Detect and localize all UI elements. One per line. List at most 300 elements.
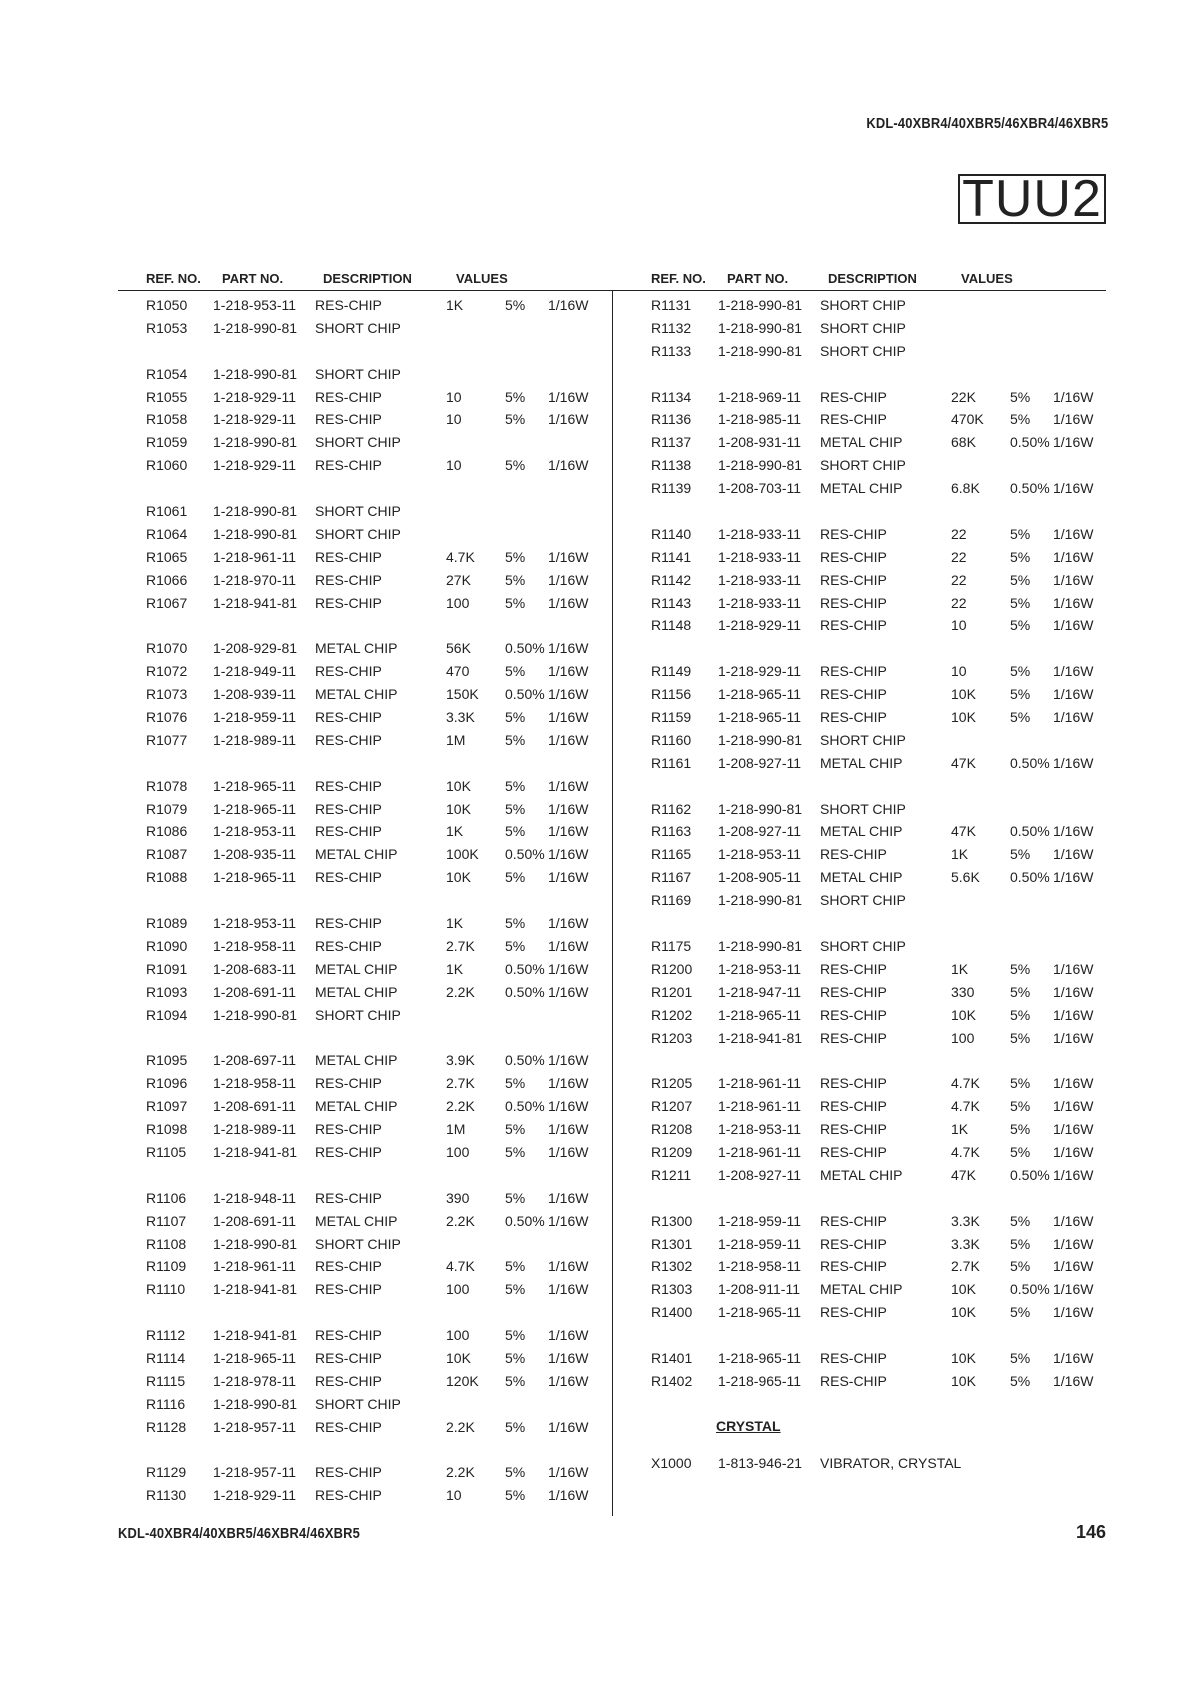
part-no: 1-218-985-11 [718,411,802,428]
ref-no: R1066 [146,571,188,588]
tolerance: 5% [505,1121,526,1138]
part-no: 1-218-961-11 [718,1098,802,1115]
part-no: 1-218-965-11 [718,709,802,726]
tolerance: 5% [1010,548,1031,565]
description: RES-CHIP [315,800,382,817]
ref-no: R1098 [146,1121,188,1138]
description: RES-CHIP [820,594,887,611]
part-row [146,320,626,343]
part-no: 1-218-961-11 [718,1143,802,1160]
part-no: 1-218-965-11 [213,777,297,794]
part-no: 1-218-961-11 [213,548,297,565]
model-title-bottom: KDL-40XBR4/40XBR5/46XBR4/46XBR5 [118,1525,360,1542]
power-rating: 1/16W [548,548,589,565]
value: 56K [446,640,471,657]
ref-no: R1301 [651,1235,693,1252]
part-no: 1-218-965-11 [213,1349,297,1366]
part-row [651,709,1131,732]
ref-no: R1110 [146,1281,186,1298]
part-no: 1-218-978-11 [213,1372,297,1389]
description: RES-CHIP [820,663,887,680]
part-row [146,1213,626,1236]
description: RES-CHIP [820,525,887,542]
ref-no: R1096 [146,1075,188,1092]
description: RES-CHIP [820,960,887,977]
part-no: 1-218-953-11 [718,1121,802,1138]
value: 10 [446,411,462,428]
power-rating: 1/16W [548,983,589,1000]
ref-no: R1156 [651,686,692,703]
value: 10 [446,457,462,474]
power-rating: 1/16W [548,457,589,474]
ref-no: R1149 [651,663,692,680]
part-row [146,1350,626,1373]
header-ref: REF. NO. [651,271,706,286]
description: METAL CHIP [315,960,398,977]
part-row [146,938,626,961]
description: RES-CHIP [820,1235,887,1252]
part-no: 1-218-929-11 [718,663,802,680]
part-no: 1-218-929-11 [718,617,802,634]
value: 22 [951,594,967,611]
ref-no: R1054 [146,365,188,382]
value: 10K [446,777,471,794]
power-rating: 1/16W [548,1327,589,1344]
value: 6.8K [951,480,980,497]
tolerance: 5% [1010,1075,1031,1092]
tolerance: 5% [1010,1372,1031,1389]
power-rating: 1/16W [548,571,589,588]
part-row [146,457,626,480]
part-no: 1-218-953-11 [718,846,802,863]
power-rating: 1/16W [548,1098,589,1115]
header-part: PART NO. [222,271,284,286]
ref-no: R1139 [651,480,692,497]
description: METAL CHIP [820,434,903,451]
part-row [146,1327,626,1350]
part-no: 1-218-929-11 [213,388,297,405]
tolerance: 5% [1010,1235,1031,1252]
tolerance: 5% [1010,617,1031,634]
value: 1M [446,1121,466,1138]
value: 1M [446,731,466,748]
tolerance: 5% [1010,1212,1031,1229]
tolerance: 5% [505,800,526,817]
power-rating: 1/16W [1053,1349,1094,1366]
part-no: 1-208-927-11 [718,754,802,771]
part-row [146,1396,626,1419]
part-row [651,1167,1131,1190]
value: 47K [951,754,976,771]
ref-no: R1093 [146,983,188,1000]
tolerance: 5% [1010,686,1031,703]
tolerance: 5% [505,869,526,886]
part-no: 1-218-965-11 [718,1372,802,1389]
part-row [651,1075,1131,1098]
part-row [146,526,626,549]
part-no: 1-218-957-11 [213,1418,297,1435]
ref-no: R1058 [146,411,188,428]
description: RES-CHIP [315,1349,382,1366]
description: RES-CHIP [820,709,887,726]
part-row [651,984,1131,1007]
tolerance: 0.50% [505,960,545,977]
description: RES-CHIP [820,1006,887,1023]
power-rating: 1/16W [548,1464,589,1481]
power-rating: 1/16W [548,960,589,977]
part-row [651,1304,1131,1327]
header-desc: DESCRIPTION [323,271,412,286]
part-no: 1-208-905-11 [718,869,802,886]
ref-no: R1302 [651,1258,693,1275]
tolerance: 0.50% [505,640,545,657]
value: 3.9K [446,1052,475,1069]
value: 1K [446,297,464,313]
part-no: 1-218-961-11 [213,1258,297,1275]
part-row [651,1007,1131,1030]
tolerance: 0.50% [505,983,545,1000]
description: RES-CHIP [315,1418,382,1435]
power-rating: 1/16W [548,709,589,726]
description: METAL CHIP [820,1166,903,1183]
value: 4.7K [951,1075,980,1092]
ref-no: R1165 [651,846,692,863]
power-rating: 1/16W [548,869,589,886]
ref-no: R1200 [651,960,693,977]
value: 10K [951,709,976,726]
tolerance: 5% [505,1281,526,1298]
part-no: 1-218-929-11 [213,411,297,428]
description: RES-CHIP [820,1143,887,1160]
tolerance: 5% [505,388,526,405]
value: 2.2K [446,1418,475,1435]
value: 1K [951,960,969,977]
part-no: 1-218-941-81 [213,594,298,611]
part-row [651,1213,1131,1236]
part-no: 1-218-933-11 [718,594,802,611]
value: 5.6K [951,869,980,886]
ref-no: R1108 [146,1235,187,1252]
part-row [146,732,626,755]
ref-no: R1402 [651,1372,693,1389]
tolerance: 5% [505,1189,526,1206]
part-row [146,778,626,801]
tolerance: 5% [505,1143,526,1160]
part-row [146,1236,626,1259]
tolerance: 5% [1010,709,1031,726]
part-row [651,1144,1131,1167]
part-no: 1-218-990-81 [718,342,803,359]
part-no: 1-218-990-81 [213,365,298,382]
value: 47K [951,823,976,840]
value: 4.7K [951,1098,980,1115]
tolerance: 5% [505,1327,526,1344]
description: RES-CHIP [315,777,382,794]
tolerance: 5% [1010,1258,1031,1275]
description: RES-CHIP [315,594,382,611]
description: RES-CHIP [315,1464,382,1481]
part-row [651,434,1131,457]
ref-no: R1094 [146,1006,188,1023]
value: 4.7K [446,1258,475,1275]
value: 100 [446,1143,470,1160]
part-no: 1-218-965-11 [718,1349,802,1366]
description: METAL CHIP [315,1212,398,1229]
description: RES-CHIP [315,1121,382,1138]
tolerance: 5% [1010,1143,1031,1160]
description: SHORT CHIP [315,503,401,520]
power-rating: 1/16W [1053,686,1094,703]
part-no: 1-208-691-11 [213,1212,297,1229]
description: METAL CHIP [820,823,903,840]
ref-no: R1116 [146,1395,186,1412]
part-no: 1-208-697-11 [213,1052,297,1069]
part-no: 1-218-948-11 [213,1189,297,1206]
row-spacer [146,1304,626,1327]
description: METAL CHIP [315,1098,398,1115]
power-rating: 1/16W [1053,1258,1094,1275]
row-spacer [146,755,626,778]
value: 100 [446,594,470,611]
description: SHORT CHIP [820,731,906,748]
value: 2.2K [446,1098,475,1115]
tolerance: 5% [1010,846,1031,863]
part-row [146,1281,626,1304]
ref-no: R1163 [651,823,692,840]
ref-no: R1090 [146,937,188,954]
tolerance: 0.50% [505,1098,545,1115]
part-no: 1-218-965-11 [718,1304,802,1321]
description: RES-CHIP [315,571,382,588]
value: 2.2K [446,1212,475,1229]
tolerance: 0.50% [1010,1166,1050,1183]
value: 330 [951,983,975,1000]
value: 2.7K [446,1075,475,1092]
ref-no: R1162 [651,800,692,817]
part-row [146,1373,626,1396]
ref-no: R1106 [146,1189,187,1206]
tolerance: 5% [505,1349,526,1366]
part-no: 1-218-941-81 [213,1327,298,1344]
ref-no: R1095 [146,1052,188,1069]
ref-no: R1088 [146,869,188,886]
power-rating: 1/16W [548,1372,589,1389]
ref-no: R1073 [146,686,188,703]
tolerance: 5% [1010,594,1031,611]
power-rating: 1/16W [1053,411,1094,428]
tolerance: 5% [505,777,526,794]
description: RES-CHIP [820,1075,887,1092]
crystal-row [651,1455,1111,1475]
description: RES-CHIP [315,1143,382,1160]
part-row [651,663,1131,686]
part-no: 1-218-990-81 [213,503,298,520]
value: 10K [951,1304,976,1321]
part-no: 1-218-965-11 [213,869,297,886]
part-no: 1-218-990-81 [213,1235,298,1252]
part-no: 1-218-947-11 [718,983,802,1000]
power-rating: 1/16W [1053,434,1094,451]
description: RES-CHIP [315,663,382,680]
value: 150K [446,686,479,703]
power-rating: 1/16W [548,640,589,657]
part-row [146,961,626,984]
part-no: 1-218-990-81 [718,297,803,313]
row-spacer [146,343,626,366]
power-rating: 1/16W [1053,663,1094,680]
part-no: 1-218-941-81 [213,1143,298,1160]
part-row [651,686,1131,709]
tolerance: 5% [505,731,526,748]
ref-no: R1203 [651,1029,693,1046]
ref-no: R1141 [651,548,692,565]
value: 4.7K [446,548,475,565]
part-no: 1-218-958-11 [213,937,297,954]
page-number: 146 [1075,1522,1106,1542]
tolerance: 5% [1010,411,1031,428]
ref-no: R1138 [651,457,692,474]
part-no: 1-218-990-81 [213,525,298,542]
row-spacer [651,1052,1131,1075]
value: 22 [951,548,967,565]
header-values: VALUES [961,271,1013,286]
tolerance: 5% [505,915,526,932]
board-name-box: TUU2 [958,174,1106,224]
power-rating: 1/16W [1053,388,1094,405]
part-row [651,732,1131,755]
description: RES-CHIP [820,388,887,405]
value: 10K [951,1349,976,1366]
part-row [146,1464,626,1487]
part-no: 1-208-911-11 [718,1281,800,1298]
value: 1K [951,846,969,863]
part-no: 1-218-965-11 [213,800,297,817]
part-no: 1-218-969-11 [718,388,802,405]
value: 100 [446,1281,470,1298]
part-row [146,1487,626,1510]
value: 1K [446,960,464,977]
ref-no: R1077 [146,731,188,748]
power-rating: 1/16W [1053,983,1094,1000]
power-rating: 1/16W [548,297,589,313]
ref-no: R1142 [651,571,692,588]
ref-no: R1128 [146,1418,187,1435]
power-rating: 1/16W [548,411,589,428]
row-spacer [146,892,626,915]
description: RES-CHIP [820,1121,887,1138]
description: SHORT CHIP [315,1235,401,1252]
part-no: 1-218-958-11 [213,1075,297,1092]
tolerance: 5% [505,1487,526,1504]
tolerance: 0.50% [1010,480,1050,497]
power-rating: 1/16W [1053,1143,1094,1160]
part-no: 1-218-961-11 [718,1075,802,1092]
part-no: 1-208-927-11 [718,823,802,840]
power-rating: 1/16W [548,846,589,863]
description: RES-CHIP [820,1029,887,1046]
value: 22 [951,525,967,542]
ref-no: R1130 [146,1487,187,1504]
power-rating: 1/16W [548,1121,589,1138]
header-desc: DESCRIPTION [828,271,917,286]
row-spacer [146,1442,626,1465]
ref-no: R1161 [651,754,692,771]
part-row [651,1373,1131,1396]
tolerance: 5% [1010,1098,1031,1115]
value: 1K [951,1121,969,1138]
ref-no: R1076 [146,709,188,726]
part-row [651,617,1131,640]
description: RES-CHIP [820,983,887,1000]
part-no: 1-218-965-11 [718,686,802,703]
tolerance: 5% [1010,1006,1031,1023]
value: 100 [951,1029,975,1046]
header-part: PART NO. [727,271,789,286]
tolerance: 0.50% [1010,1281,1050,1298]
power-rating: 1/16W [548,915,589,932]
power-rating: 1/16W [1053,480,1094,497]
part-row [146,663,626,686]
tolerance: 5% [505,594,526,611]
description: RES-CHIP [820,411,887,428]
part-no: 1-218-953-11 [213,297,297,313]
tolerance: 0.50% [1010,823,1050,840]
power-rating: 1/16W [1053,1235,1094,1252]
description: RES-CHIP [820,1212,887,1229]
part-row [146,823,626,846]
description: RES-CHIP [315,1327,382,1344]
power-rating: 1/16W [1053,754,1094,771]
tolerance: 5% [505,571,526,588]
part-row [146,503,626,526]
power-rating: 1/16W [548,388,589,405]
ref-no: R1133 [651,342,692,359]
part-no: 1-208-703-11 [718,480,802,497]
tolerance: 0.50% [1010,869,1050,886]
value: 10K [446,800,471,817]
part-row [146,297,626,320]
value: 1K [446,823,464,840]
power-rating: 1/16W [1053,571,1094,588]
part-no: 1-218-933-11 [718,525,802,542]
ref-no: R1053 [146,319,188,336]
power-rating: 1/16W [548,663,589,680]
part-row [146,411,626,434]
description: METAL CHIP [315,640,398,657]
power-rating: 1/16W [1053,709,1094,726]
part-row [651,572,1131,595]
part-no: 1-218-929-11 [213,1487,297,1504]
part-no: 1-208-935-11 [213,846,297,863]
description: RES-CHIP [315,388,382,405]
value: 120K [446,1372,479,1389]
part-row [146,1419,626,1442]
tolerance: 5% [1010,571,1031,588]
description: METAL CHIP [820,869,903,886]
tolerance: 5% [1010,1304,1031,1321]
tolerance: 0.50% [1010,434,1050,451]
part-no: 1-218-970-11 [213,571,297,588]
row-spacer [146,1167,626,1190]
value: 27K [446,571,471,588]
description: RES-CHIP [820,1349,887,1366]
tolerance: 0.50% [505,686,545,703]
power-rating: 1/16W [548,1281,589,1298]
ref-no: R1208 [651,1121,693,1138]
tolerance: 5% [505,1258,526,1275]
power-rating: 1/16W [548,1487,589,1504]
ref-no: R1079 [146,800,188,817]
